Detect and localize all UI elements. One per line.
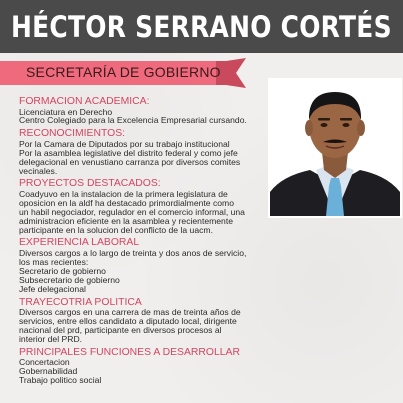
section-body (19, 108, 261, 126)
section-experience (19, 237, 261, 293)
body-line: participante en la solucion del conflicto de la uacm. (19, 224, 213, 235)
section-body (19, 190, 261, 235)
section-education (19, 96, 261, 125)
body-line: oposicion en la aldf ha destacado primordialmente como (19, 197, 234, 208)
body-line: servicios, entre ellos candidato a diputado local, dirigente (19, 315, 237, 326)
body-line: Coadyuvo en la instalacion de la primera legislatura de (19, 188, 228, 199)
body-line: administracion eficiente en la asamblea y recientemente (19, 215, 234, 226)
section-title: PRINCIPALES FUNCIONES A DESARROLLAR (19, 346, 240, 358)
section-functions (19, 347, 261, 385)
section-political-career (19, 297, 261, 344)
body-line: Concertacion (19, 357, 70, 368)
body-line: Por la asamblea legislative del distrito federal y como jefe (19, 147, 238, 158)
body-line: Gobernabilidad (19, 366, 78, 377)
portrait-photo (268, 78, 402, 218)
body-line: vecinales. (19, 165, 58, 176)
position-label: SECRETARÍA DE GOBIERNO (26, 64, 221, 80)
position-ribbon (0, 58, 246, 88)
body-line: Jefe delegacional (19, 283, 86, 294)
body-line: Por la Camara de Diputados por su trabajo institucional (19, 138, 230, 149)
section-recognitions (19, 128, 261, 175)
body-line: Diversos cargos en una carrera de mas de treinta años de (19, 307, 241, 317)
section-projects (19, 178, 261, 234)
body-line: Diversos cargos a lo largo de treinta y dos anos de servicio, (19, 247, 247, 258)
section-body (19, 358, 261, 385)
body-line: Centro Colegiado para la Excelencia Empresarial cursando. (19, 115, 247, 126)
body-line: un habil negociador, regulador en el comercio informal, una (19, 206, 245, 217)
section-title: FORMACION ACADEMICA: (19, 96, 150, 107)
body-line: Subsecretario de gobierno (19, 274, 120, 285)
header-bar (0, 0, 403, 53)
body-line: Trabajo politico social (19, 374, 102, 385)
section-body (19, 308, 261, 344)
body-line: Licenciatura en Derecho (19, 106, 113, 117)
person-name: HÉCTOR SERRANO CORTÉS (11, 9, 392, 44)
profile-content (19, 96, 261, 388)
section-title: EXPERIENCIA LABORAL (19, 237, 140, 249)
body-line: nacional del prd, participante en diversos procesos al (19, 324, 222, 335)
section-body (19, 140, 261, 176)
section-title: PROYECTOS DESTACADOS: (19, 178, 161, 190)
section-title: TRAYECOTRIA POLITICA (19, 296, 142, 308)
portrait-image (270, 80, 400, 216)
section-title: RECONOCIMIENTOS: (19, 128, 126, 140)
body-line: Secretario de gobierno (19, 265, 106, 276)
body-line: los mas recientes: (19, 256, 89, 267)
body-line: interior del PRD. (19, 333, 83, 344)
body-line: delegacional en venustiano carranza por diversos comites (19, 156, 241, 167)
section-body (19, 249, 261, 294)
